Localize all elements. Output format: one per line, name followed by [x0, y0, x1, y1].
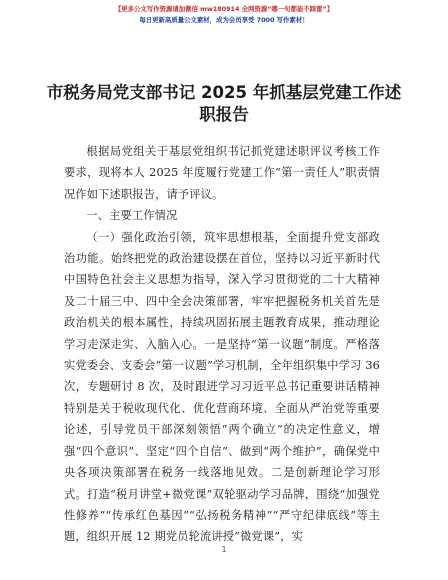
header-banner [0, 4, 448, 26]
body-paragraph: （一）强化政治引领，筑牢思想根基，全面提升党支部政治功能。始终把党的政治建设摆在首位，坚持以习近平新时代中国特色社会主义思想为指导，深入学习贯彻党的二十大精神及二十届三中、四中全会决策部署，牢牢把握税务机关首先是政治机关的根本属性，持续巩固拓展主题教育成果，推动理论学习走深走实、入脑入心。一是坚持“第一议题”制度。严格落实党委会、支委会“第一议题”学习机制，全年组织集中学习 36 次，专题研讨 8 次，及时跟进学习习近平总书记重要讲话精神特别是关于税收现代化、优化营商环境、全面从严治党等重要论述，引导党员干部深刻领悟“两个确立”的决定性意义，增强“四个意识”、坚定“四个自信”、做到“两个维护”，确保党中央各项决策部署在税务一线落地见效。二是创新理论学习形式。打造“税月讲堂+微党课”双轮驱动学习品牌，围绕“加强党性修养”“传承红色基因”“弘扬税务精神”“严守纪律底线”等主题，组织开展 12 期党员轮流讲授“微党课”，实 [64, 230, 380, 544]
page-number: 1 [221, 545, 227, 554]
document-body [64, 141, 380, 548]
intro-paragraph: 根据局党组关于基层党组织书记抓党建述职评议考核工作要求，现将本人 2025 年度履行党建工作“第一责任人”职责情况作如下述职报告，请予评议。 [64, 145, 380, 201]
banner-line-1: 【更多公文写作资源请加微信 mw180914 全网资源“哪一句都能不踩雷”】 [114, 5, 334, 13]
banner-line-2: 每日更新高质量公文素材，成为会员享受 7000 写作素材！ [139, 16, 309, 24]
document-title: 市税务局党支部书记 2025 年抓基层党建工作述职报告 [46, 83, 402, 124]
section-heading: 一、主要工作情况 [86, 209, 178, 223]
